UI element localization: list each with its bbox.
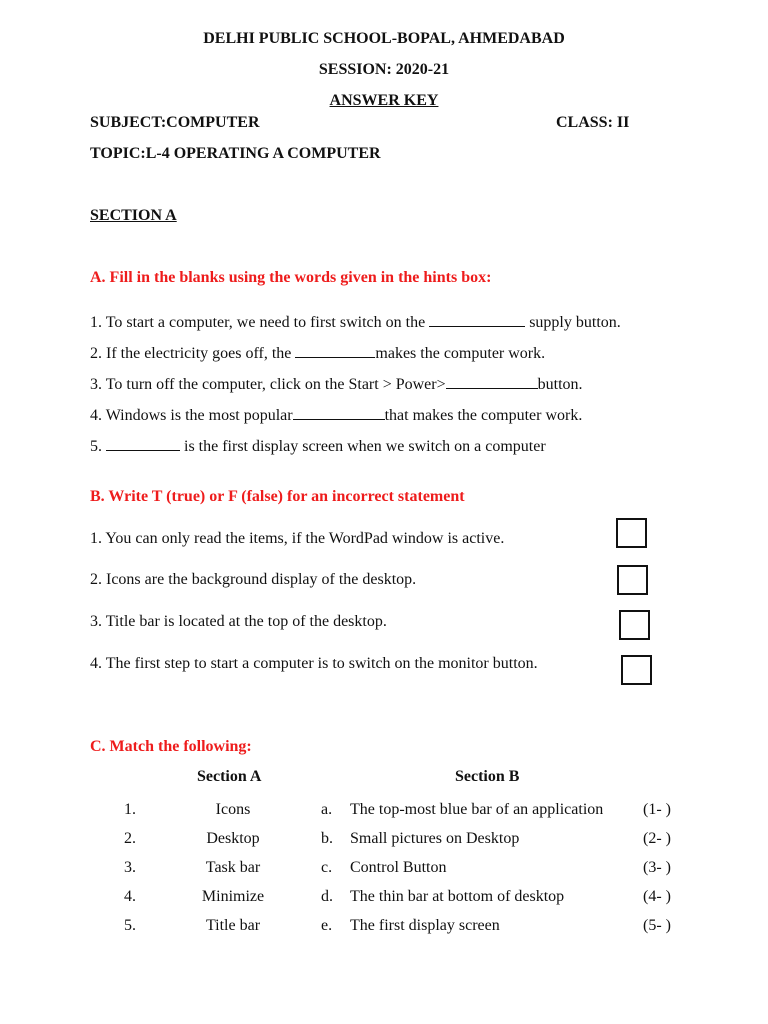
item-text-pre: 5. xyxy=(90,438,106,455)
row-term: Minimize xyxy=(201,888,265,905)
row-answer[interactable]: (4- ) xyxy=(643,888,671,905)
row-description: The thin bar at bottom of desktop xyxy=(350,888,565,905)
row-answer[interactable]: (5- ) xyxy=(643,917,671,934)
part-c-heading: C. Match the following: xyxy=(90,738,252,755)
true-false-item: 2. Icons are the background display of the desktop. xyxy=(90,571,417,588)
item-text-pre: 1. To start a computer, we need to first switch on the xyxy=(90,314,430,331)
fill-blank-item xyxy=(90,312,621,332)
true-false-item: 4. The first step to start a computer is to switch on the monitor button. xyxy=(90,655,538,672)
true-false-item: 1. You can only read the items, if the WordPad window is active. xyxy=(90,530,505,547)
part-a-heading: A. Fill in the blanks using the words given in the hints box: xyxy=(90,269,492,286)
item-text-pre: 2. If the electricity goes off, the xyxy=(90,345,296,362)
fill-blank-item xyxy=(90,343,545,363)
item-text-post: that makes the computer work. xyxy=(384,407,583,424)
row-number: 1. xyxy=(124,801,136,818)
topic-label: TOPIC:L-4 OPERATING A COMPUTER xyxy=(90,145,381,162)
row-description: The first display screen xyxy=(350,917,500,934)
row-number: 2. xyxy=(124,830,136,847)
item-text-post: is the first display screen when we switch on a computer xyxy=(180,438,546,455)
section-a-title: SECTION A xyxy=(90,207,177,224)
true-false-item: 3. Title bar is located at the top of the desktop. xyxy=(90,613,387,630)
fill-blank-item xyxy=(90,436,546,456)
row-letter: d. xyxy=(321,888,333,905)
row-description: Small pictures on Desktop xyxy=(350,830,520,847)
row-description: Control Button xyxy=(350,859,447,876)
row-answer[interactable]: (1- ) xyxy=(643,801,671,818)
school-name: DELHI PUBLIC SCHOOL-BOPAL, AHMEDABAD xyxy=(203,30,565,47)
row-term: Task bar xyxy=(205,859,261,876)
subject-label: SUBJECT:COMPUTER xyxy=(90,114,260,131)
row-answer[interactable]: (2- ) xyxy=(643,830,671,847)
fill-blank-item xyxy=(90,374,583,394)
answer-blank[interactable] xyxy=(429,312,525,327)
row-letter: a. xyxy=(321,801,333,818)
answer-blank[interactable] xyxy=(293,405,385,420)
row-letter: e. xyxy=(321,917,333,934)
answer-blank[interactable] xyxy=(106,436,180,451)
row-letter: c. xyxy=(321,859,333,876)
row-number: 5. xyxy=(124,917,136,934)
part-b-heading: B. Write T (true) or F (false) for an incorrect statement xyxy=(90,488,465,505)
answer-blank[interactable] xyxy=(295,343,375,358)
answer-key-title xyxy=(0,92,768,110)
item-text-post: button. xyxy=(537,376,583,393)
row-term: Desktop xyxy=(206,830,260,847)
column-a-header: Section A xyxy=(197,768,262,785)
row-term: Title bar xyxy=(205,917,261,934)
column-b-header: Section B xyxy=(455,768,520,785)
answer-checkbox[interactable] xyxy=(616,518,647,548)
row-description: The top-most blue bar of an application xyxy=(350,801,604,818)
item-text-pre: 3. To turn off the computer, click on the Start > Power> xyxy=(90,376,446,393)
session-label: SESSION: 2020-21 xyxy=(318,61,450,78)
row-number: 4. xyxy=(124,888,136,905)
answer-checkbox[interactable] xyxy=(621,655,652,685)
answer-checkbox[interactable] xyxy=(617,565,648,595)
answer-key-text: ANSWER KEY xyxy=(329,92,439,109)
row-answer[interactable]: (3- ) xyxy=(643,859,671,876)
answer-checkbox[interactable] xyxy=(619,610,650,640)
item-text-post: makes the computer work. xyxy=(375,345,546,362)
answer-blank[interactable] xyxy=(446,374,538,389)
item-text-pre: 4. Windows is the most popular xyxy=(90,407,293,424)
row-term: Icons xyxy=(215,801,251,818)
row-letter: b. xyxy=(321,830,333,847)
row-number: 3. xyxy=(124,859,136,876)
item-text-post: supply button. xyxy=(525,314,621,331)
fill-blank-item xyxy=(90,405,582,425)
class-label: CLASS: II xyxy=(556,114,630,131)
